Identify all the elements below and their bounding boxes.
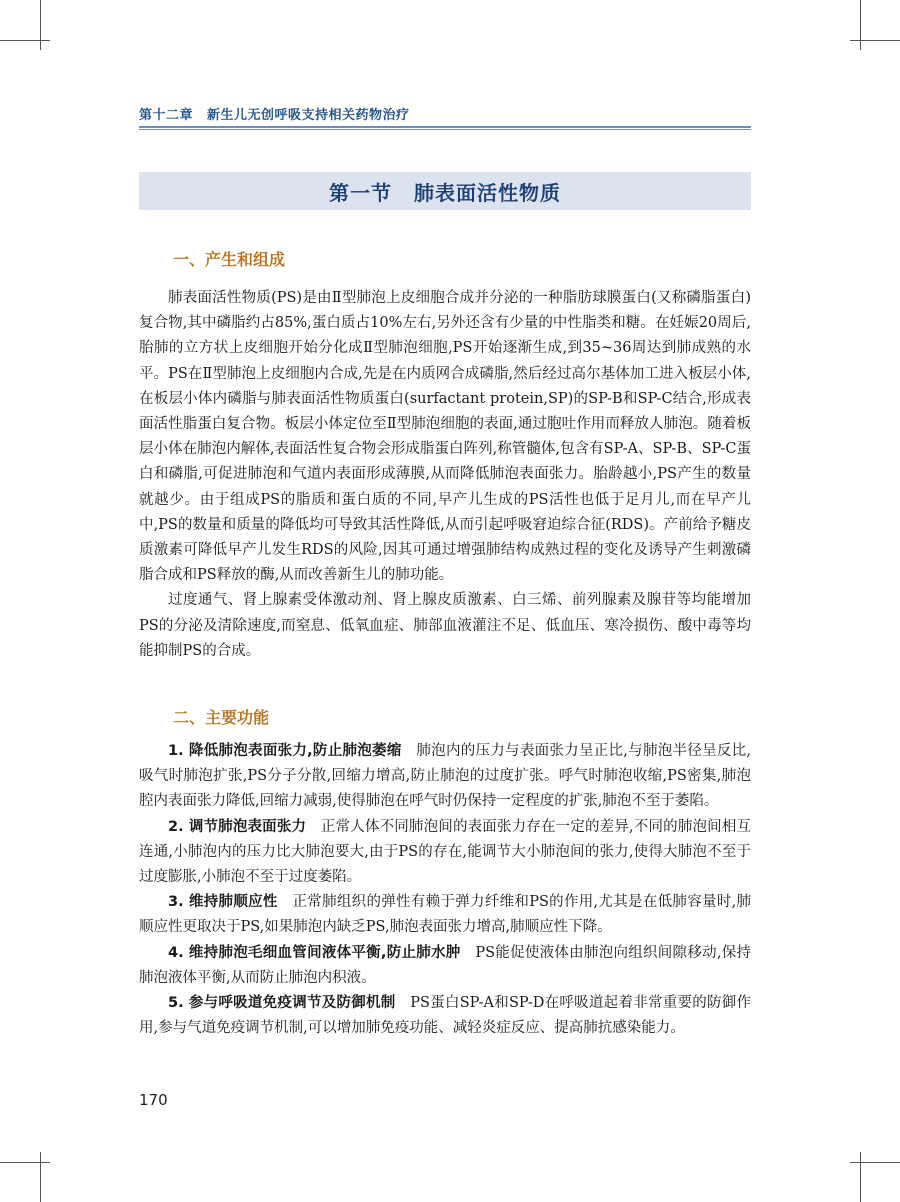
function-item xyxy=(139,941,751,991)
function-item-title: 4. 维持肺泡毛细血管间液体平衡,防止肺水肿 xyxy=(168,944,461,961)
crop-mark xyxy=(0,40,50,41)
paragraph: 过度通气、肾上腺素受体激动剂、肾上腺皮质激素、白三烯、前列腺素及腺苷等均能增加PS的分泌及清除速度,而窒息、低氧血症、肺部血液灌注不足、低血压、寒冷损伤、酸中毒等均能抑制PS的合成。 xyxy=(139,592,751,659)
crop-mark xyxy=(850,1162,900,1163)
part2-body xyxy=(139,739,751,1041)
crop-mark xyxy=(860,1152,861,1202)
section-title xyxy=(329,177,561,206)
crop-mark xyxy=(860,0,861,50)
function-item xyxy=(139,815,751,891)
subheading-functions: 二、主要功能 xyxy=(173,708,270,727)
function-item-title: 3. 维持肺顺应性 xyxy=(168,894,278,911)
function-item-text: 正常人体不同肺泡间的表面张力存在一定的差异,不同的肺泡间相互连通,小肺泡内的压力比大肺泡要大,由于PS的存在,能调节大小肺泡间的张力,使得大肺泡不至于过度膨胀,小肺泡不至于过度萎陷。 xyxy=(139,818,752,886)
function-item-title: 1. 降低肺泡表面张力,防止肺泡萎缩 xyxy=(168,743,402,759)
function-item-text: 肺泡内的压力与表面张力呈正比,与肺泡半径呈反比,吸气时肺泡扩张,PS分子分散,回缩力增高,防止肺泡的过度扩张。呼气时肺泡收缩,PS密集,肺泡腔内表面张力降低,回缩力减弱,使得肺泡在呼气时仍保持一定程度的扩张,肺泡不至于萎陷。 xyxy=(139,743,752,810)
chapter-number: 第十二章 xyxy=(139,108,194,123)
function-item xyxy=(139,991,751,1041)
chapter-title: 新生儿无创呼吸支持相关药物治疗 xyxy=(207,108,410,123)
function-item-text: 正常肺组织的弹性有赖于弹力纤维和PS的作用,尤其是在低肺容量时,肺顺应性更取决于PS,如果肺泡内缺乏PS,肺泡表面张力增高,肺顺应性下降。 xyxy=(139,894,751,936)
crop-mark xyxy=(40,0,41,50)
crop-mark xyxy=(0,1162,50,1163)
crop-mark xyxy=(850,40,900,41)
part1-body xyxy=(139,286,751,664)
paragraph: 肺表面活性物质(PS)是由Ⅱ型肺泡上皮细胞合成并分泌的一种脂肪球膜蛋白(又称磷脂蛋白)复合物,其中磷脂约占85%,蛋白质占10%左右,另外还含有少量的中性脂类和糖。在妊娠20周后,胎肺的立方状上皮细胞开始分化成Ⅱ型肺泡细胞,PS开始逐渐生成,到35~36周达到肺成熟的水平。PS在Ⅱ型肺泡上皮细胞内合成,先是在内质网合成磷脂,然后经过高尔基体加工进入板层小体,在板层小体内磷脂与肺表面活性物质蛋白(surfactant protein,SP)的SP-B和SP-C结合,形成表面活性脂蛋白复合物。板层小体定位至Ⅱ型肺泡细胞的表面,通过胞吐作用而释放人肺泡。随着板层小体在肺泡内解体,表面活性复合物会形成脂蛋白阵列,称管髓体,包含有SP-A、SP-B、SP-C蛋白和磷脂,可促进肺泡和气道内表面形成薄膜,从而降低肺泡表面张力。胎龄越小,PS产生的数量就越少。由于组成PS的脂质和蛋白质的不同,早产儿生成的PS活性也低于足月儿,而在早产儿中,PS的数量和质量的降低均可导致其活性降低,从而引起呼吸窘迫综合征(RDS)。产前给予糖皮质激素可降低早产儿发生RDS的风险,因其可通过增强肺结构成熟过程的变化及诱导产生刺激磷脂合成和PS释放的酶,从而改善新生儿的肺功能。 xyxy=(139,290,751,584)
section-name: 肺表面活性物质 xyxy=(414,180,561,205)
section-number: 第一节 xyxy=(329,180,392,205)
running-header xyxy=(139,104,751,123)
page-number: 170 xyxy=(139,1091,168,1109)
function-item-text: PS能促使液体由肺泡向组织间隙移动,保持肺泡液体平衡,从而防止肺泡内积液。 xyxy=(139,944,752,986)
section-banner xyxy=(139,172,751,210)
crop-mark xyxy=(40,1152,41,1202)
function-item xyxy=(139,890,751,940)
function-item xyxy=(139,739,751,815)
header-rule xyxy=(139,126,751,128)
subheading-production: 一、产生和组成 xyxy=(173,250,286,269)
function-item-title: 2. 调节肺泡表面张力 xyxy=(168,818,307,835)
function-item-text: PS蛋白SP-A和SP-D在呼吸道起着非常重要的防御作用,参与气道免疫调节机制,可以增加肺免疫功能、减轻炎症反应、提高肺抗感染能力。 xyxy=(139,995,751,1037)
header-rule-thin xyxy=(139,129,751,130)
function-item-title: 5. 参与呼吸道免疫调节及防御机制 xyxy=(168,995,396,1012)
